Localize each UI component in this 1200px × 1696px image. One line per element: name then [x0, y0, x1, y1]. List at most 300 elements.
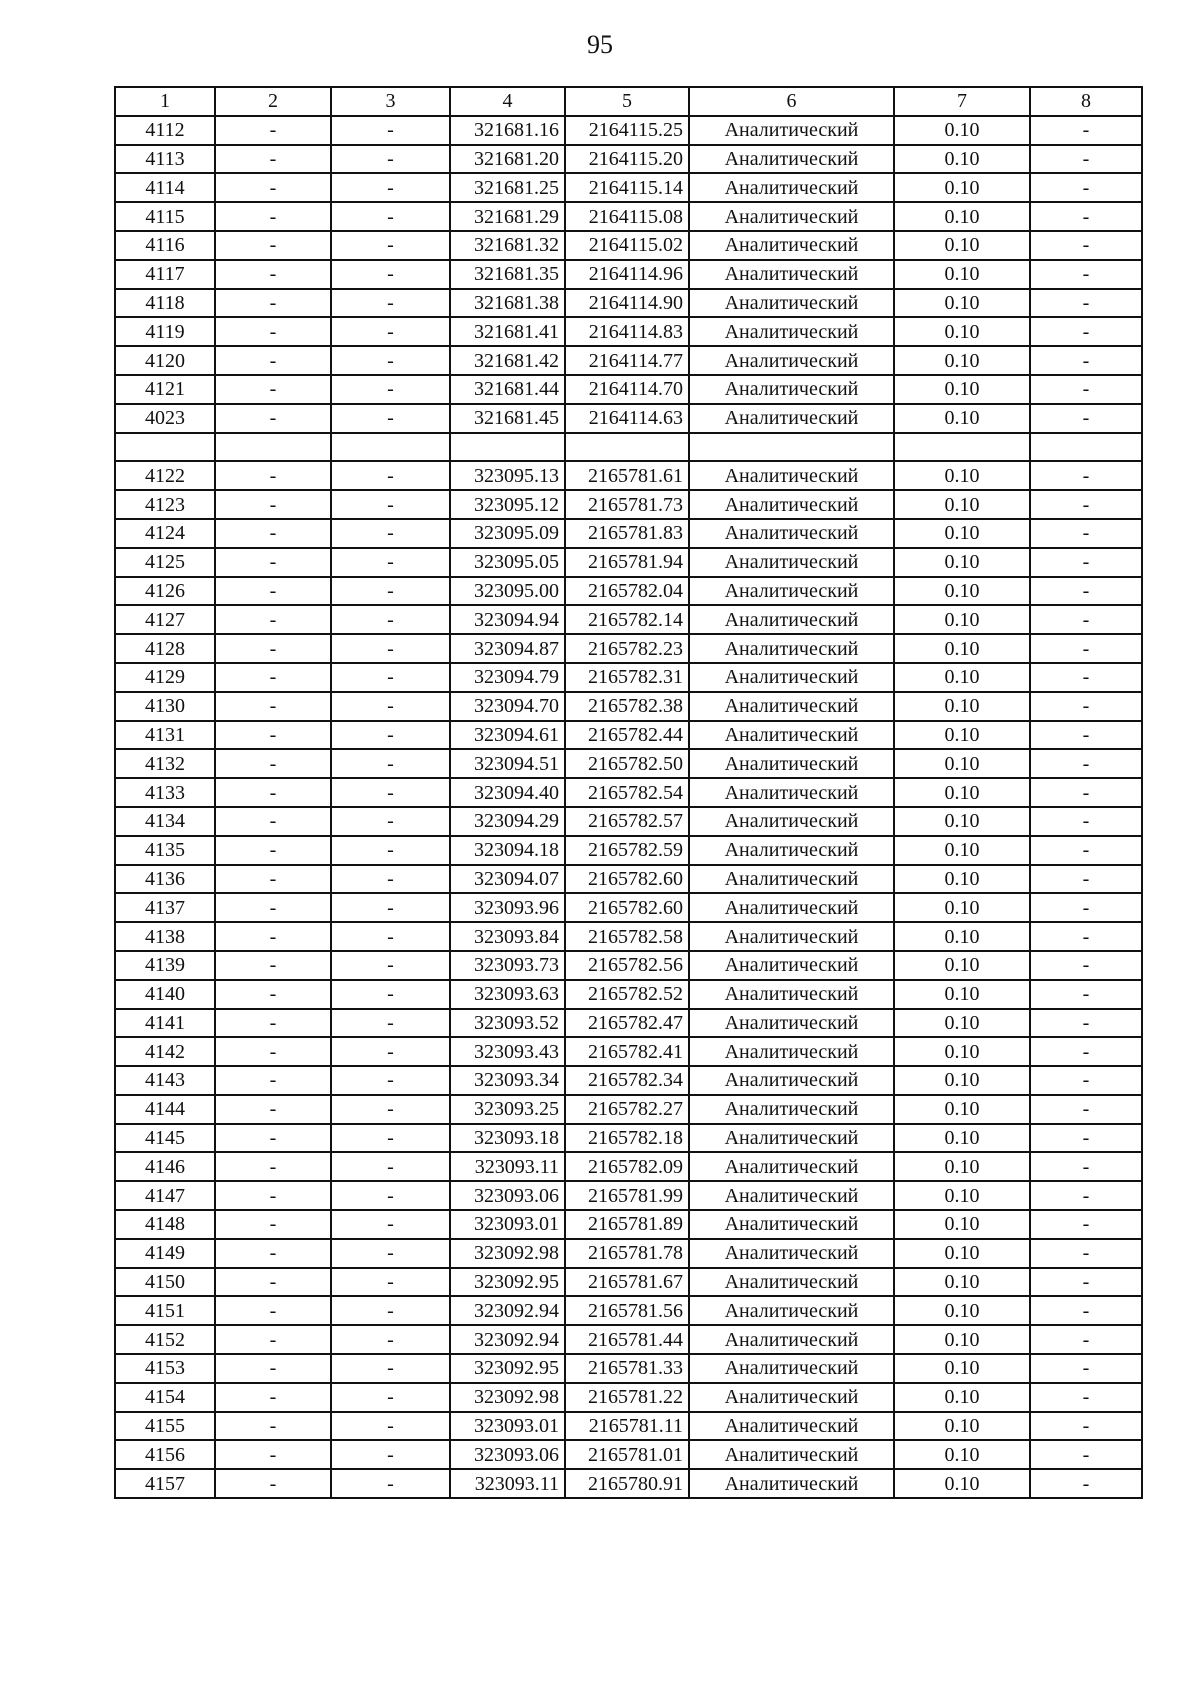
table-cell: - — [331, 980, 450, 1009]
table-cell: - — [215, 1469, 331, 1498]
table-cell: - — [331, 1268, 450, 1297]
table-cell: 323092.95 — [450, 1268, 565, 1297]
table-row — [115, 375, 1142, 404]
table-cell: Аналитический — [689, 231, 894, 260]
table-cell: - — [215, 1383, 331, 1412]
table-cell: 4117 — [115, 260, 215, 289]
table-cell: - — [1030, 490, 1142, 519]
table-cell: 323094.70 — [450, 692, 565, 721]
table-cell: - — [331, 1239, 450, 1268]
table-cell: 0.10 — [894, 605, 1030, 634]
table-cell: 4119 — [115, 317, 215, 346]
table-cell: 2165781.99 — [565, 1181, 689, 1210]
table-cell: - — [1030, 1469, 1142, 1498]
table-cell: 2164114.77 — [565, 346, 689, 375]
table-cell: 0.10 — [894, 1095, 1030, 1124]
table-cell: 0.10 — [894, 1268, 1030, 1297]
table-cell: 0.10 — [894, 807, 1030, 836]
table-cell: - — [1030, 807, 1142, 836]
table-cell: 2164114.83 — [565, 317, 689, 346]
table-cell: 323093.84 — [450, 922, 565, 951]
table-cell: 2165782.59 — [565, 836, 689, 865]
table-cell: - — [1030, 461, 1142, 490]
table-cell: - — [215, 490, 331, 519]
table-cell: 323093.11 — [450, 1152, 565, 1181]
table-cell: - — [215, 922, 331, 951]
table-row — [115, 1239, 1142, 1268]
table-cell — [1030, 433, 1142, 462]
table-row — [115, 1037, 1142, 1066]
table-cell: - — [1030, 922, 1142, 951]
table-row — [115, 1440, 1142, 1469]
table-cell: 323095.09 — [450, 519, 565, 548]
table-cell: 2164115.20 — [565, 145, 689, 174]
table-row — [115, 1181, 1142, 1210]
table-cell: - — [331, 1152, 450, 1181]
table-row — [115, 548, 1142, 577]
column-header-1: 1 — [115, 87, 215, 116]
table-cell: 0.10 — [894, 1210, 1030, 1239]
table-cell: - — [215, 778, 331, 807]
table-cell — [565, 433, 689, 462]
table-row — [115, 951, 1142, 980]
table-cell: 4133 — [115, 778, 215, 807]
table-cell: - — [1030, 893, 1142, 922]
page-number: 95 — [587, 30, 613, 59]
table-cell: 0.10 — [894, 1296, 1030, 1325]
table-cell: 4141 — [115, 1009, 215, 1038]
table-cell: Аналитический — [689, 1095, 894, 1124]
table-cell: 0.10 — [894, 865, 1030, 894]
table-cell: 4112 — [115, 116, 215, 145]
table-cell: Аналитический — [689, 663, 894, 692]
table-cell: 2164115.02 — [565, 231, 689, 260]
table-cell: Аналитический — [689, 692, 894, 721]
table-cell: 323094.79 — [450, 663, 565, 692]
table-cell: 0.10 — [894, 260, 1030, 289]
table-cell: - — [215, 1268, 331, 1297]
table-cell: 4118 — [115, 289, 215, 318]
table-cell: 0.10 — [894, 721, 1030, 750]
table-cell: - — [215, 260, 331, 289]
table-row — [115, 116, 1142, 145]
table-cell: 4139 — [115, 951, 215, 980]
table-cell: - — [1030, 749, 1142, 778]
table-cell: - — [215, 375, 331, 404]
table-cell: - — [215, 461, 331, 490]
table-cell: 0.10 — [894, 1239, 1030, 1268]
table-cell: Аналитический — [689, 1412, 894, 1441]
table-cell: - — [1030, 1268, 1142, 1297]
table-cell: 2165782.09 — [565, 1152, 689, 1181]
table-cell: 0.10 — [894, 461, 1030, 490]
table-cell: - — [331, 1296, 450, 1325]
table-cell: 2165782.44 — [565, 721, 689, 750]
table-row — [115, 1152, 1142, 1181]
table-cell: - — [215, 1440, 331, 1469]
table-cell: 4116 — [115, 231, 215, 260]
table-cell: 0.10 — [894, 1412, 1030, 1441]
table-cell: 2164114.63 — [565, 404, 689, 433]
table-row — [115, 721, 1142, 750]
table-cell: 4149 — [115, 1239, 215, 1268]
table-cell: 2165781.78 — [565, 1239, 689, 1268]
table-row — [115, 433, 1142, 462]
table-row — [115, 778, 1142, 807]
table-cell: - — [331, 605, 450, 634]
table-cell: 4148 — [115, 1210, 215, 1239]
table-cell: 321681.35 — [450, 260, 565, 289]
table-cell: - — [215, 346, 331, 375]
table-row — [115, 922, 1142, 951]
table-cell: 4128 — [115, 634, 215, 663]
table-cell: 0.10 — [894, 1469, 1030, 1498]
table-cell: - — [1030, 951, 1142, 980]
coordinates-table — [114, 86, 1143, 1499]
table-cell: - — [1030, 1239, 1142, 1268]
table-cell: 323093.43 — [450, 1037, 565, 1066]
table-cell: - — [215, 1124, 331, 1153]
table-cell: Аналитический — [689, 289, 894, 318]
table-cell: - — [1030, 317, 1142, 346]
table-cell: 4130 — [115, 692, 215, 721]
table-cell: - — [215, 1325, 331, 1354]
table-cell: 0.10 — [894, 634, 1030, 663]
table-row — [115, 865, 1142, 894]
table-cell: Аналитический — [689, 202, 894, 231]
table-cell: - — [215, 231, 331, 260]
table-cell — [450, 433, 565, 462]
table-cell: 2164114.96 — [565, 260, 689, 289]
table-cell: - — [331, 375, 450, 404]
column-header-4: 4 — [450, 87, 565, 116]
table-row — [115, 1095, 1142, 1124]
table-cell: 2165782.60 — [565, 865, 689, 894]
table-cell: - — [215, 317, 331, 346]
table-cell: - — [331, 116, 450, 145]
table-cell: - — [215, 548, 331, 577]
table-cell: 4121 — [115, 375, 215, 404]
table-cell: - — [331, 519, 450, 548]
table-cell: Аналитический — [689, 836, 894, 865]
table-cell: 321681.32 — [450, 231, 565, 260]
table-row — [115, 1354, 1142, 1383]
table-cell: - — [331, 289, 450, 318]
table-cell: - — [215, 1412, 331, 1441]
table-cell: 323093.52 — [450, 1009, 565, 1038]
table-cell: Аналитический — [689, 865, 894, 894]
table-cell: - — [215, 1354, 331, 1383]
table-cell: - — [1030, 375, 1142, 404]
table-cell: 323092.94 — [450, 1296, 565, 1325]
table-cell: 2165782.31 — [565, 663, 689, 692]
table-cell: - — [331, 1066, 450, 1095]
table-row — [115, 1383, 1142, 1412]
table-cell: - — [331, 1412, 450, 1441]
table-row — [115, 605, 1142, 634]
table-cell: 2165782.54 — [565, 778, 689, 807]
table-cell: 321681.42 — [450, 346, 565, 375]
table-cell: 323093.18 — [450, 1124, 565, 1153]
table-cell: 0.10 — [894, 692, 1030, 721]
table-cell: - — [215, 663, 331, 692]
table-row — [115, 346, 1142, 375]
table-cell: 4150 — [115, 1268, 215, 1297]
table-cell: 4122 — [115, 461, 215, 490]
table-cell: 0.10 — [894, 922, 1030, 951]
table-cell: - — [1030, 260, 1142, 289]
table-cell: 321681.38 — [450, 289, 565, 318]
table-cell: - — [1030, 692, 1142, 721]
table-cell: - — [1030, 1009, 1142, 1038]
table-cell: 4138 — [115, 922, 215, 951]
table-cell: 4023 — [115, 404, 215, 433]
table-row — [115, 1469, 1142, 1498]
table-cell: Аналитический — [689, 375, 894, 404]
table-cell: - — [1030, 145, 1142, 174]
table-cell: 0.10 — [894, 231, 1030, 260]
table-cell: - — [215, 1210, 331, 1239]
table-cell: - — [215, 1181, 331, 1210]
table-cell: 4140 — [115, 980, 215, 1009]
table-cell: - — [331, 1325, 450, 1354]
table-cell: Аналитический — [689, 1354, 894, 1383]
table-cell: 323094.94 — [450, 605, 565, 634]
table-cell: 0.10 — [894, 951, 1030, 980]
table-cell: 0.10 — [894, 778, 1030, 807]
table-cell: 4120 — [115, 346, 215, 375]
table-cell: 0.10 — [894, 1009, 1030, 1038]
table-cell: 4155 — [115, 1412, 215, 1441]
table-cell: 2165782.47 — [565, 1009, 689, 1038]
table-cell: 323092.98 — [450, 1239, 565, 1268]
table-cell: 0.10 — [894, 346, 1030, 375]
table-cell: 2165782.34 — [565, 1066, 689, 1095]
table-cell: 2165781.61 — [565, 461, 689, 490]
table-cell: 4135 — [115, 836, 215, 865]
table-cell: Аналитический — [689, 145, 894, 174]
table-cell: Аналитический — [689, 1066, 894, 1095]
table-cell: 0.10 — [894, 145, 1030, 174]
table-cell: - — [331, 836, 450, 865]
table-cell: 2165782.27 — [565, 1095, 689, 1124]
table-cell: 0.10 — [894, 1152, 1030, 1181]
table-header — [115, 87, 1142, 116]
table-cell — [215, 433, 331, 462]
table-cell: 321681.44 — [450, 375, 565, 404]
table-cell: - — [1030, 836, 1142, 865]
table-cell: 2165782.18 — [565, 1124, 689, 1153]
table-cell: Аналитический — [689, 634, 894, 663]
table-cell: 2165782.57 — [565, 807, 689, 836]
table-row — [115, 634, 1142, 663]
table-cell: 0.10 — [894, 404, 1030, 433]
table-cell: - — [1030, 1181, 1142, 1210]
table-cell: - — [331, 865, 450, 894]
column-header-2: 2 — [215, 87, 331, 116]
table-cell: - — [331, 1210, 450, 1239]
table-cell: 0.10 — [894, 173, 1030, 202]
table-body — [115, 116, 1142, 1498]
table-cell: - — [215, 634, 331, 663]
table-cell: - — [1030, 980, 1142, 1009]
table-cell: - — [331, 1124, 450, 1153]
table-cell: Аналитический — [689, 490, 894, 519]
table-cell: - — [331, 1095, 450, 1124]
table-row — [115, 1066, 1142, 1095]
table-cell: - — [331, 922, 450, 951]
table-row — [115, 1124, 1142, 1153]
table-cell: 2165781.94 — [565, 548, 689, 577]
table-cell: 323093.73 — [450, 951, 565, 980]
table-cell: - — [331, 490, 450, 519]
table-cell: 2165781.11 — [565, 1412, 689, 1441]
table-row — [115, 836, 1142, 865]
table-cell: - — [331, 260, 450, 289]
table-cell: 2165781.67 — [565, 1268, 689, 1297]
table-cell: - — [1030, 1210, 1142, 1239]
table-cell: - — [331, 1469, 450, 1498]
table-cell: - — [331, 893, 450, 922]
table-cell: - — [215, 836, 331, 865]
table-cell: - — [331, 145, 450, 174]
table-row — [115, 1325, 1142, 1354]
table-cell: 4124 — [115, 519, 215, 548]
table-row — [115, 1412, 1142, 1441]
table-cell: - — [215, 1037, 331, 1066]
table-cell: 323094.29 — [450, 807, 565, 836]
table-cell: 2165782.41 — [565, 1037, 689, 1066]
table-cell: - — [331, 663, 450, 692]
table-cell: 323092.98 — [450, 1383, 565, 1412]
table-cell: 4154 — [115, 1383, 215, 1412]
table-row — [115, 1009, 1142, 1038]
table-cell: Аналитический — [689, 317, 894, 346]
table-cell: Аналитический — [689, 1268, 894, 1297]
table-cell: - — [331, 1181, 450, 1210]
table-cell: 321681.45 — [450, 404, 565, 433]
table-cell: Аналитический — [689, 1009, 894, 1038]
table-cell: 0.10 — [894, 1037, 1030, 1066]
table-cell: 0.10 — [894, 548, 1030, 577]
table-cell: - — [1030, 116, 1142, 145]
table-cell: - — [331, 317, 450, 346]
table-cell: - — [215, 1066, 331, 1095]
table-cell: 323093.11 — [450, 1469, 565, 1498]
table-cell: - — [1030, 778, 1142, 807]
table-cell: - — [215, 1296, 331, 1325]
table-cell: 4113 — [115, 145, 215, 174]
table-cell: 2165781.01 — [565, 1440, 689, 1469]
table-cell: 4114 — [115, 173, 215, 202]
table-cell: 4134 — [115, 807, 215, 836]
table-cell: 4125 — [115, 548, 215, 577]
table-cell: 0.10 — [894, 519, 1030, 548]
table-cell: Аналитический — [689, 260, 894, 289]
table-cell: 323094.40 — [450, 778, 565, 807]
table-cell: - — [331, 807, 450, 836]
table-cell — [115, 433, 215, 462]
table-cell: 2165782.50 — [565, 749, 689, 778]
table-cell: 323093.06 — [450, 1181, 565, 1210]
table-cell: Аналитический — [689, 173, 894, 202]
table-cell: - — [331, 749, 450, 778]
table-cell: 323094.87 — [450, 634, 565, 663]
table-cell: - — [331, 778, 450, 807]
table-row — [115, 980, 1142, 1009]
table-cell: - — [215, 1009, 331, 1038]
table-cell: Аналитический — [689, 1239, 894, 1268]
table-cell: 323093.06 — [450, 1440, 565, 1469]
table-cell: 323092.94 — [450, 1325, 565, 1354]
table-cell: 323094.18 — [450, 836, 565, 865]
table-cell: - — [1030, 231, 1142, 260]
table-cell: 0.10 — [894, 116, 1030, 145]
table-cell: 0.10 — [894, 202, 1030, 231]
table-row — [115, 807, 1142, 836]
table-cell: - — [1030, 634, 1142, 663]
column-header-5: 5 — [565, 87, 689, 116]
table-cell: - — [1030, 1066, 1142, 1095]
table-row — [115, 404, 1142, 433]
table-cell: - — [1030, 865, 1142, 894]
table-row — [115, 173, 1142, 202]
table-cell: 0.10 — [894, 1440, 1030, 1469]
table-cell: Аналитический — [689, 893, 894, 922]
table-cell: 0.10 — [894, 490, 1030, 519]
table-cell: 0.10 — [894, 375, 1030, 404]
table-row — [115, 317, 1142, 346]
table-cell: 321681.25 — [450, 173, 565, 202]
table-cell: - — [215, 404, 331, 433]
table-row — [115, 519, 1142, 548]
header-row — [115, 87, 1142, 116]
table-cell: 0.10 — [894, 289, 1030, 318]
table-cell: 323093.96 — [450, 893, 565, 922]
table-cell: - — [1030, 1296, 1142, 1325]
table-cell: - — [331, 1354, 450, 1383]
table-cell: - — [215, 1095, 331, 1124]
table-cell: 0.10 — [894, 893, 1030, 922]
table-cell: 2165782.04 — [565, 577, 689, 606]
table-cell: - — [1030, 1412, 1142, 1441]
table-cell: - — [215, 807, 331, 836]
table-cell: - — [331, 692, 450, 721]
table-cell: - — [1030, 663, 1142, 692]
table-cell: 4147 — [115, 1181, 215, 1210]
table-cell: 2165781.44 — [565, 1325, 689, 1354]
table-cell: - — [1030, 721, 1142, 750]
table-row — [115, 893, 1142, 922]
table-cell: - — [331, 1037, 450, 1066]
table-cell: 323094.07 — [450, 865, 565, 894]
table-cell: 4152 — [115, 1325, 215, 1354]
table-cell: Аналитический — [689, 116, 894, 145]
table-cell: Аналитический — [689, 749, 894, 778]
column-header-8: 8 — [1030, 87, 1142, 116]
table-cell: 4156 — [115, 1440, 215, 1469]
table-cell: 323093.01 — [450, 1412, 565, 1441]
table-cell: - — [331, 461, 450, 490]
table-cell: 0.10 — [894, 836, 1030, 865]
table-cell: 4137 — [115, 893, 215, 922]
table-cell: 2165781.89 — [565, 1210, 689, 1239]
table-cell: Аналитический — [689, 605, 894, 634]
table-cell: Аналитический — [689, 1383, 894, 1412]
table-cell: Аналитический — [689, 1296, 894, 1325]
table-cell: Аналитический — [689, 461, 894, 490]
table-row — [115, 231, 1142, 260]
